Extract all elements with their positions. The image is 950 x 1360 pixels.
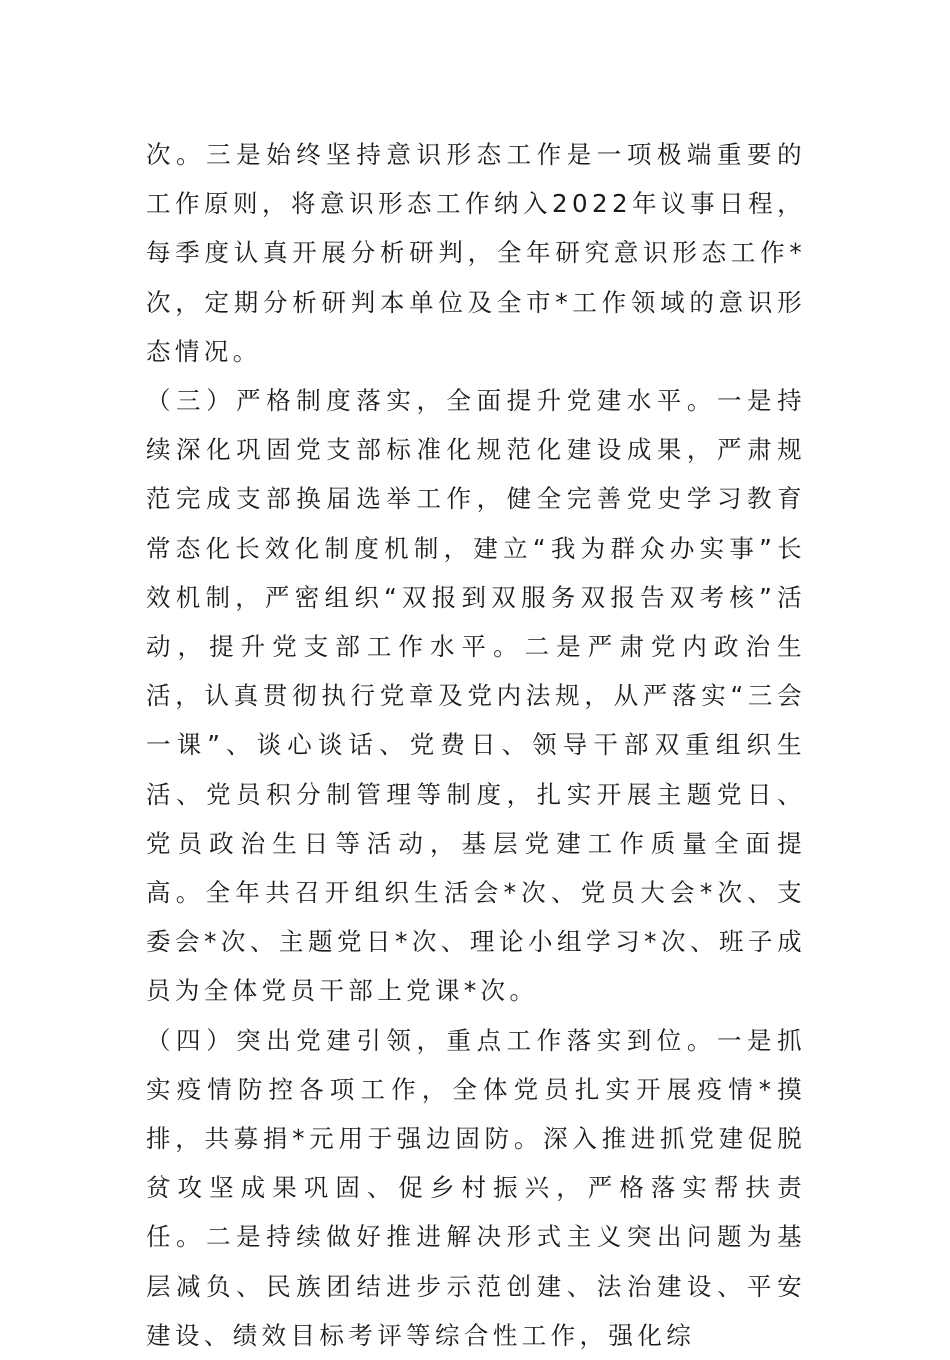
paragraph-2: （三）严格制度落实，全面提升党建水平。一是持续深化巩固党支部标准化规范化建设成果，严肃规范完成支部换届选举工作，健全完善党史学习教育常态化长效化制度机制，建立“我为群众办实事”长效机制，严密组织“双报到双服务双报告双考核”活动，提升党支部工作水平。二是严肃党内政治生活，认真贯彻执行党章及党内法规，从严落实“三会一课”、谈心谈话、党费日、领导干部双重组织生活、党员积分制管理等制度，扎实开展主题党日、党员政治生日等活动，基层党建工作质量全面提高。全年共召开组织生活会*次、党员大会*次、支委会*次、主题党日*次、理论小组学习*次、班子成员为全体党员干部上党课*次。 (146, 386, 806, 1006)
document-body (146, 130, 806, 1360)
paragraph-3: （四）突出党建引领，重点工作落实到位。一是抓实疫情防控各项工作，全体党员扎实开展疫情*摸排，共募捐*元用于强边固防。深入推进抓党建促脱贫攻坚成果巩固、促乡村振兴，严格落实帮扶责任。二是持续做好推进解决形式主义突出问题为基层减负、民族团结进步示范创建、法治建设、平安建设、绩效目标考评等综合性工作，强化综 (146, 1025, 806, 1350)
paragraph-1: 次。三是始终坚持意识形态工作是一项极端重要的工作原则，将意识形态工作纳入2022年议事日程，每季度认真开展分析研判，全年研究意识形态工作*次，定期分析研判本单位及全市*工作领域的意识形态情况。 (146, 140, 806, 366)
